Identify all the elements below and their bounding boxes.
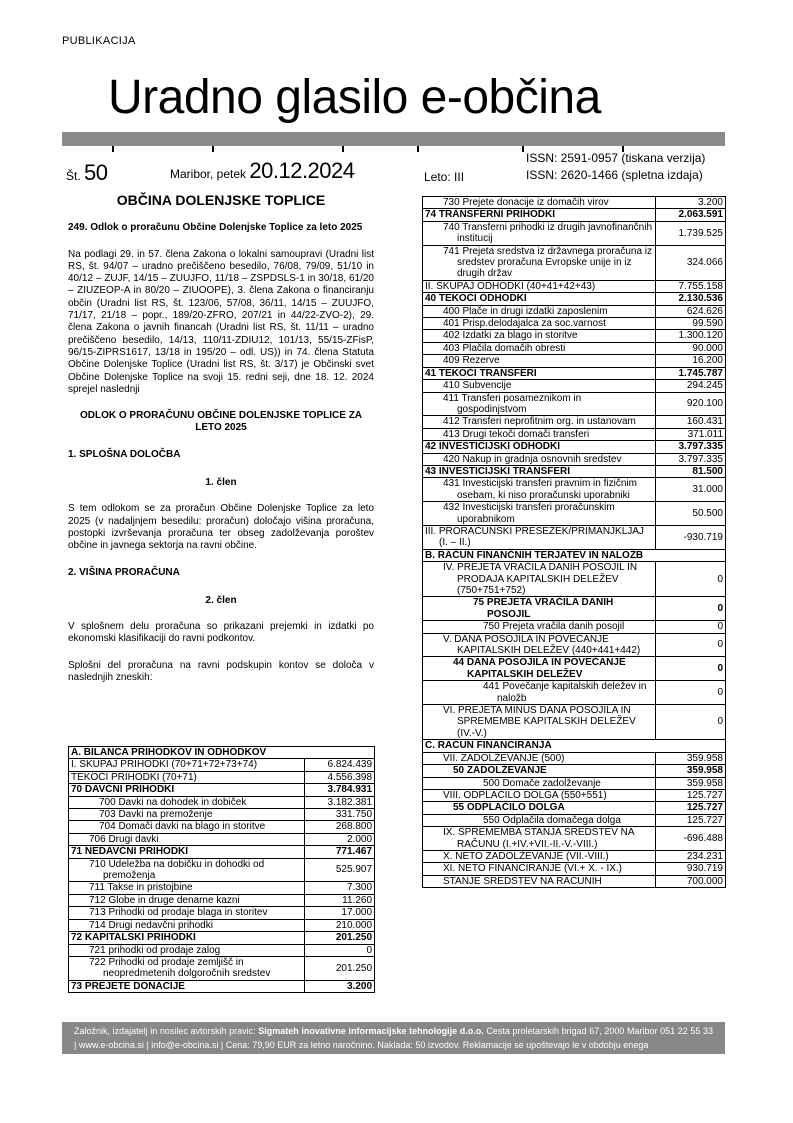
row-value: 359.958 <box>656 777 726 789</box>
row-label <box>423 465 656 477</box>
row-label <box>69 944 305 956</box>
issue-number <box>66 160 108 186</box>
row-label-text: 712 Globe in druge denarne kazni <box>89 894 240 906</box>
row-label <box>423 416 656 428</box>
row-label-text: STANJE SREDSTEV NA RAČUNIH <box>443 875 602 887</box>
table-row <box>69 796 375 808</box>
table-row <box>69 907 375 919</box>
row-label <box>69 919 305 931</box>
table-row <box>423 392 726 416</box>
row-label <box>69 759 305 771</box>
footer-email[interactable]: info@e-obcina.si <box>151 1040 219 1050</box>
row-value: 525.907 <box>305 858 375 882</box>
row-value: 3.200 <box>656 197 726 209</box>
clen-2-heading: 2. člen <box>205 594 237 606</box>
row-value: 930.719 <box>656 863 726 875</box>
row-label <box>69 809 305 821</box>
row-value: 920.100 <box>656 392 726 416</box>
row-label-text: IV. PREJETA VRAČILA DANIH POSOJIL IN PRODAJA KAPITALSKIH DELEŽEV (750+751+752) <box>443 562 638 596</box>
table-row <box>69 882 375 894</box>
row-label <box>423 802 656 814</box>
table-a-header: A. BILANCA PRIHODKOV IN ODHODKOV <box>69 747 375 759</box>
row-label <box>69 932 305 944</box>
row-label <box>423 621 656 633</box>
row-label-text: 401 Prisp.delodajalca za soc.varnost <box>443 318 606 330</box>
table-row <box>423 850 726 862</box>
table-row <box>69 944 375 956</box>
table-row <box>69 759 375 771</box>
year-label: Leto: III <box>424 170 465 184</box>
row-label-text: VII. ZADOLŽEVANJE (500) <box>443 752 565 764</box>
table-row <box>423 827 726 851</box>
row-label <box>69 796 305 808</box>
row-value: 210.000 <box>305 919 375 931</box>
row-value: 7.300 <box>305 882 375 894</box>
table-row <box>423 621 726 633</box>
footer: Založnik, izdajatelj in nosilec avtorskih pravic: Sigmateh inovativne informacijske tehnologije d.o.o. Cesta proletarskih brigad 67, 2000 Maribor 051 22 55 33 | www.e-obcina.si | info@e-obcina.si | Cena: 79,90 EUR za letno naročnino. Naklada: 50 izvodov. Reklamacije se upoštevajo le v obdobju enega <box>62 1022 725 1054</box>
row-label <box>423 245 656 280</box>
row-value: 1.739.525 <box>656 221 726 245</box>
row-label <box>423 478 656 502</box>
issn-online: ISSN: 2620-1466 (spletna izdaja) <box>526 168 703 182</box>
row-label-text: 711 Takse in pristojbine <box>89 882 193 894</box>
row-label <box>423 814 656 826</box>
row-value: 3.182.381 <box>305 796 375 808</box>
row-label-text: V. DANA POSOJILA IN POVEČANJE KAPITALSKIH DELEŽEV (440+441+442) <box>443 633 641 657</box>
row-value: 359.958 <box>656 765 726 777</box>
place-date-prefix: Maribor, petek <box>170 167 247 181</box>
row-label <box>423 209 656 221</box>
clen-1-heading: 1. člen <box>205 477 237 489</box>
row-value: 2.000 <box>305 833 375 845</box>
table-row <box>423 765 726 777</box>
table-row <box>423 802 726 814</box>
row-label-text: 55 ODPLAČILO DOLGA <box>453 802 565 814</box>
row-value: 125.727 <box>656 814 726 826</box>
row-label-text: 713 Prihodki od prodaje blaga in storitev <box>89 907 268 919</box>
row-label-text: 730 Prejete donacije iz domačih virov <box>443 197 609 208</box>
row-value: 1.745.787 <box>656 367 726 379</box>
table-row <box>423 740 726 752</box>
row-value: 7.755.158 <box>656 280 726 292</box>
row-label-text: 72 KAPITALSKI PRIHODKI <box>71 932 196 944</box>
table-row <box>423 367 726 379</box>
row-label-text: 42 INVESTICIJSKI ODHODKI <box>425 441 561 453</box>
row-value: 294.245 <box>656 380 726 392</box>
row-label-text: 413 Drugi tekoči domači transferi <box>443 428 590 440</box>
clen-1-text: S tem odlokom se za proračun Občine Dolenjske Toplice za leto 2025 (v nadaljnjem besedilu: proračun) določajo višina proračuna, postopki izvrševanja proračuna ter obseg zadolževanja poroštev občine in javnega sektorja na ravni občine. <box>68 503 374 552</box>
row-label-text: 71 NEDAVČNI PRIHODKI <box>71 846 189 858</box>
row-label-text: 402 Izdatki za blago in storitve <box>443 330 578 342</box>
row-label-text: 431 Investicijski transferi pravnim in fizičnim osebam, ki niso proračunski uporabniki <box>443 478 637 501</box>
row-value: 4.556.398 <box>305 771 375 783</box>
row-value: 17.000 <box>305 907 375 919</box>
row-label-text: 703 Davki na premoženje <box>99 809 213 821</box>
row-value: 160.431 <box>656 416 726 428</box>
table-row <box>69 980 375 992</box>
row-label <box>423 562 656 597</box>
table-row <box>423 549 726 561</box>
table-row <box>69 956 375 980</box>
row-value: 700.000 <box>656 875 726 887</box>
row-value: 268.800 <box>305 821 375 833</box>
row-label-text: 500 Domače zadolževanje <box>483 777 601 789</box>
article-column <box>68 194 374 698</box>
table-row <box>423 453 726 465</box>
row-value: 771.467 <box>305 846 375 858</box>
row-label <box>423 863 656 875</box>
masthead-rule <box>62 132 725 146</box>
row-value: 3.797.335 <box>656 441 726 453</box>
clen-2-text-2: Splošni del proračuna na ravni podskupin kontov se določa v naslednjih zneskih: <box>68 659 374 684</box>
row-label-text: XI. NETO FINANCIRANJE (VI.+ X. - IX.) <box>443 863 623 875</box>
footer-rest: Cena: 79,90 EUR za letno naročnino. Naklada: 50 izvodov. Reklamacije se upoštevajo le v obdobju enega <box>225 1040 649 1050</box>
row-value: 3.797.335 <box>656 453 726 465</box>
municipality-title: OBČINA DOLENJSKE TOPLICE <box>116 192 326 208</box>
budget-table-right <box>422 196 725 888</box>
table-row <box>423 681 726 705</box>
row-label-text: 74 TRANSFERNI PRIHODKI <box>425 209 556 221</box>
table-row <box>423 814 726 826</box>
row-label <box>423 318 656 330</box>
row-label <box>423 752 656 764</box>
row-label <box>69 956 305 980</box>
table-row <box>69 821 375 833</box>
date-value: 20.12.2024 <box>249 158 355 183</box>
section-2-heading: 2. VIŠINA PRORAČUNA <box>68 566 180 578</box>
row-value: 359.958 <box>656 752 726 764</box>
row-value: 50.500 <box>656 502 726 526</box>
row-label <box>423 850 656 862</box>
odlok-title: ODLOK O PRORAČUNU OBČINE DOLENJSKE TOPLICE ZA LETO 2025 <box>79 410 363 434</box>
row-label <box>69 882 305 894</box>
row-value: 0 <box>656 562 726 597</box>
table-row <box>423 441 726 453</box>
clen-2-text-1: V splošnem delu proračuna so prikazani prejemki in izdatki po ekonomski klasifikaciji do ravni podkontov. <box>68 621 374 645</box>
row-label <box>423 441 656 453</box>
row-label <box>423 428 656 440</box>
row-label <box>423 657 656 681</box>
issue-prefix: Št. <box>66 169 81 183</box>
row-label-text: 403 Plačila domačih obresti <box>443 342 566 354</box>
row-label <box>423 502 656 526</box>
row-label-text: VI. PREJETA MINUS DANA POSOJILA IN SPREMEMBE KAPITALSKIH DELEŽEV (IV.-V.) <box>443 705 636 739</box>
table-row <box>423 789 726 801</box>
footer-publisher: Sigmateh inovativne informacijske tehnologije d.o.o. <box>258 1026 484 1036</box>
row-label-text: 40 TEKOČI ODHODKI <box>425 293 527 305</box>
table-row <box>423 863 726 875</box>
row-value: 0 <box>656 705 726 740</box>
row-label-text: 412 Transferi neprofitnim org. in ustanovam <box>443 416 636 428</box>
row-value: 0 <box>656 621 726 633</box>
row-label-text: 706 Drugi davki <box>89 833 159 845</box>
row-label-text: 44 DANA POSOJILA IN POVEČANJE KAPITALSKIH DELEŽEV <box>453 657 626 680</box>
publication-label: PUBLIKACIJA <box>62 35 136 47</box>
row-label-text: 441 Povečanje kapitalskih deležev in naložb <box>483 681 647 704</box>
row-value: 201.250 <box>305 956 375 980</box>
row-label <box>423 597 656 621</box>
row-value: 125.727 <box>656 789 726 801</box>
row-label-text: 721 prihodki od prodaje zalog <box>89 944 221 956</box>
row-value: 2.130.536 <box>656 293 726 305</box>
row-label <box>69 784 305 796</box>
row-label-text: 409 Rezerve <box>443 355 500 367</box>
row-value: 624.626 <box>656 305 726 317</box>
table-row <box>423 305 726 317</box>
row-label <box>423 221 656 245</box>
row-label <box>69 821 305 833</box>
table-row <box>423 465 726 477</box>
row-label <box>423 525 656 549</box>
row-value: 201.250 <box>305 932 375 944</box>
table-row <box>423 380 726 392</box>
table-row <box>69 919 375 931</box>
row-value: 31.000 <box>656 478 726 502</box>
row-label <box>69 894 305 906</box>
budget-table-left <box>68 746 374 993</box>
row-label-text: 411 Transferi posameznikom in gospodinjstvom <box>443 392 582 415</box>
row-label <box>69 907 305 919</box>
row-label-text: 710 Udeležba na dobičku in dohodki od premoženja <box>89 858 265 882</box>
table-row <box>69 784 375 796</box>
row-label <box>423 330 656 342</box>
row-label <box>69 833 305 845</box>
row-value: 3.200 <box>305 980 375 992</box>
row-label-text: 43 INVESTICIJSKI TRANSFERI <box>425 465 571 477</box>
table-row <box>423 293 726 305</box>
table-row <box>69 833 375 845</box>
table-row <box>423 355 726 367</box>
table-row <box>423 478 726 502</box>
table-row <box>69 809 375 821</box>
row-label <box>423 367 656 379</box>
table-section-header: C. RAČUN FINANCIRANJA <box>423 740 726 752</box>
row-label-text: 420 Nakup in gradnja osnovnih sredstev <box>443 453 622 465</box>
row-label-text: 722 Prihodki od prodaje zemljišč in neopredmetenih dolgoročnih sredstev <box>89 956 271 980</box>
row-label-text: 714 Drugi nedavčni prihodki <box>89 919 213 931</box>
row-label-text: 700 Davki na dohodek in dobiček <box>99 796 247 808</box>
row-value: 3.784.931 <box>305 784 375 796</box>
row-label <box>423 453 656 465</box>
row-label-text: I. SKUPAJ PRIHODKI (70+71+72+73+74) <box>71 759 258 771</box>
footer-prefix: Založnik, izdajatelj in nosilec avtorskih pravic: <box>74 1026 256 1036</box>
row-label <box>423 789 656 801</box>
row-label-text: VIII. ODPLAČILO DOLGA (550+551) <box>443 789 607 801</box>
table-row <box>69 932 375 944</box>
row-label <box>423 681 656 705</box>
row-label <box>423 280 656 292</box>
row-label-text: 750 Prejeta vračila danih posojil <box>483 621 625 633</box>
row-label-text: 50 ZADOLŽEVANJE <box>453 765 547 777</box>
table-row <box>423 633 726 657</box>
table-row <box>69 846 375 858</box>
row-value: 11.260 <box>305 894 375 906</box>
row-value: 0 <box>656 633 726 657</box>
table-row <box>423 562 726 597</box>
row-label <box>69 771 305 783</box>
table-row <box>423 209 726 221</box>
row-label <box>423 705 656 740</box>
table-row <box>423 752 726 764</box>
row-label-text: X. NETO ZADOLŽEVANJE (VII.-VIII.) <box>443 850 609 862</box>
footer-website[interactable]: www.e-obcina.si <box>78 1040 144 1050</box>
row-label-text: 432 Investicijski transferi proračunskim uporabnikom <box>443 502 615 525</box>
row-label-text: III. PRORAČUNSKI PRESEŽEK/PRIMANJKLJAJ (I. – II.) <box>425 525 644 549</box>
table-row <box>423 657 726 681</box>
issn-print: ISSN: 2591-0957 (tiskana verzija) <box>526 151 706 165</box>
row-label-text: IX. SPREMEMBA STANJA SREDSTEV NA RAČUNU (I.+IV.+VII.-II.-V.-VIII.) <box>443 827 634 850</box>
row-value: 2.063.591 <box>656 209 726 221</box>
table-row <box>423 342 726 354</box>
table-row <box>423 525 726 549</box>
row-label-text: II. SKUPAJ ODHODKI (40+41+42+43) <box>425 280 596 292</box>
row-value: 0 <box>656 681 726 705</box>
issn-block <box>526 150 705 184</box>
table-row <box>423 875 726 887</box>
row-label <box>423 293 656 305</box>
row-value: -930.719 <box>656 525 726 549</box>
table-row <box>423 280 726 292</box>
row-label <box>423 827 656 851</box>
row-label-text: 41 TEKOČI TRANSFERI <box>425 367 537 379</box>
table-row <box>423 330 726 342</box>
row-value: 234.231 <box>656 850 726 862</box>
row-value: 1.300.120 <box>656 330 726 342</box>
row-label-text: 75 PREJETA VRAČILA DANIH POSOJIL <box>473 597 614 620</box>
row-label <box>423 875 656 887</box>
table-row <box>423 318 726 330</box>
table-row <box>69 771 375 783</box>
row-label <box>423 197 656 209</box>
row-label <box>423 355 656 367</box>
row-value: 90.000 <box>656 342 726 354</box>
table-row <box>423 502 726 526</box>
row-label <box>423 633 656 657</box>
row-label-text: 400 Plače in drugi izdatki zaposlenim <box>443 305 608 317</box>
table-row <box>423 197 726 209</box>
row-value: 0 <box>656 597 726 621</box>
row-label <box>423 392 656 416</box>
row-value: -696.488 <box>656 827 726 851</box>
row-label-text: 550 Odplačila domačega dolga <box>483 814 621 826</box>
row-value: 0 <box>305 944 375 956</box>
table-row <box>423 428 726 440</box>
footer-address: Cesta proletarskih brigad 67, 2000 Maribor 051 22 55 33 <box>486 1026 713 1036</box>
issue-date <box>170 158 355 184</box>
odlok-heading: 249. Odlok o proračunu Občine Dolenjske Toplice za leto 2025 <box>68 222 363 234</box>
table-row <box>69 858 375 882</box>
row-label <box>69 846 305 858</box>
row-value: 81.500 <box>656 465 726 477</box>
row-label-text: 740 Transferni prihodki iz drugih javnofinančnih institucij <box>443 221 653 245</box>
row-value: 371.011 <box>656 428 726 440</box>
section-1-heading: 1. SPLOŠNA DOLOČBA <box>68 448 181 460</box>
table-row <box>423 597 726 621</box>
row-value: 331.750 <box>305 809 375 821</box>
row-label <box>423 342 656 354</box>
table-row <box>69 894 375 906</box>
row-label <box>69 980 305 992</box>
row-label-text: 73 PREJETE DONACIJE <box>71 980 185 992</box>
issue-number-value: 50 <box>84 160 108 185</box>
table-section-header: B. RAČUN FINANČNIH TERJATEV IN NALOŽB <box>423 549 726 561</box>
table-row <box>423 777 726 789</box>
row-label-text: TEKOČI PRIHODKI (70+71) <box>71 771 197 783</box>
row-label <box>423 777 656 789</box>
preamble-text: Na podlagi 29. in 57. člena Zakona o lokalni samoupravi (Uradni list RS, št. 94/07 – uradno prečiščeno besedilo, 76/08, 79/09, 51/10 in 40/12 – ZUJF, 14/15 – ZUUJFO, 11/18 – ZSPDSLS-1 in 30/18, 61/20 – ZIUZEOP-A in 80/20 – ZIUOOPE), 3. člena Zakona o financiranju občin (Uradni list RS, št. 123/06, 57/08, 36/11, 14/15 – ZUUJFO, 71/17, 21/18 – popr., 189/20-ZFRO, 207/21 in 44/22-ZVO-2), 29. člena Zakona o javnih financah (Uradni list RS, št. 11/11 – uradno prečiščeno besedilo, 14/13, 110/11-ZDIU12, 101/13, 55/15-ZFisP, 96/15-ZIPRS1617, 13/18 in 195/20 – odl. US)) in 74. člena Statuta Občine Dolenjske Toplice (Uradni list RS, št. 3/17) je Občinski svet Občine Dolenjske Toplice na svoji 15. redni seji, dne 18. 12. 2024 sprejel naslednji <box>68 248 374 395</box>
row-label-text: 741 Prejeta sredstva iz državnega proračuna iz sredstev proračuna Evropske unije in iz drugih držav <box>443 245 653 280</box>
row-label <box>423 305 656 317</box>
row-label-text: 704 Domači davki na blago in storitve <box>99 821 266 833</box>
row-value: 16.200 <box>656 355 726 367</box>
row-label-text: 70 DAVČNI PRIHODKI <box>71 784 175 796</box>
row-label-text: 410 Subvencije <box>443 380 512 392</box>
table-row <box>423 245 726 280</box>
row-label <box>69 858 305 882</box>
row-value: 99.590 <box>656 318 726 330</box>
masthead-title: Uradno glasilo e-občina <box>108 71 601 124</box>
row-value: 125.727 <box>656 802 726 814</box>
row-value: 6.824.439 <box>305 759 375 771</box>
table-row <box>423 705 726 740</box>
row-label <box>423 380 656 392</box>
row-label <box>423 765 656 777</box>
table-row <box>423 221 726 245</box>
row-value: 0 <box>656 657 726 681</box>
table-row <box>423 416 726 428</box>
row-value: 324.066 <box>656 245 726 280</box>
